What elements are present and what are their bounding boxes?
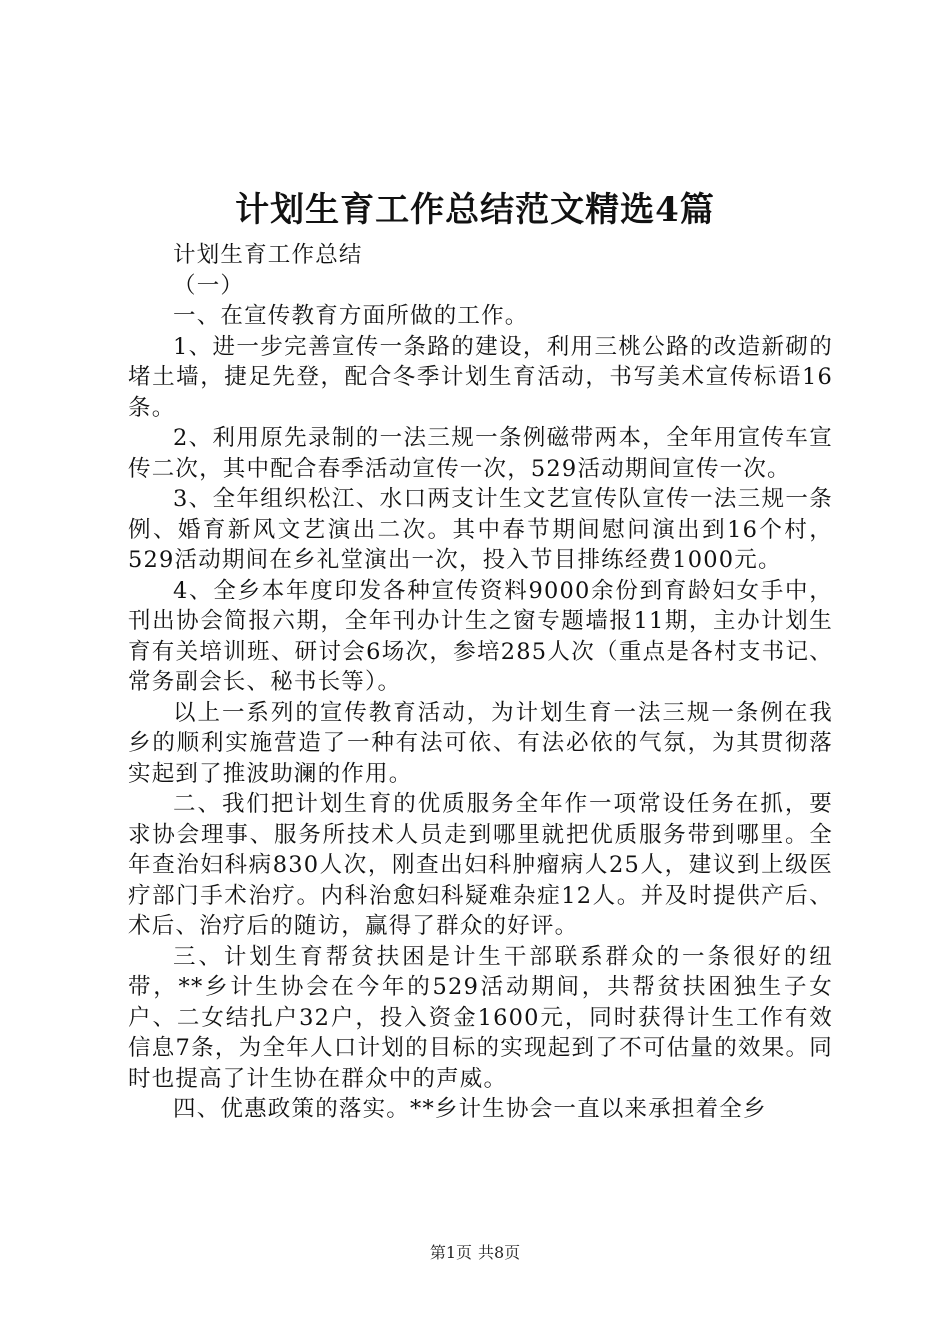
page-footer	[0, 1243, 950, 1263]
paragraph: 2、利用原先录制的一法三规一条例磁带两本，全年用宣传车宣传二次，其中配合春季活动宣传一次，529活动期间宣传一次。	[128, 425, 833, 482]
paragraph: 3、全年组织松江、水口两支计生文艺宣传队宣传一法三规一条例、婚育新风文艺演出二次。其中春节期间慰问演出到16个村，529活动期间在乡礼堂演出一次，投入节目排练经费1000元。	[128, 486, 833, 573]
document-title: 计划生育工作总结范文精选4篇	[235, 190, 715, 230]
section-number: （一）	[173, 272, 245, 299]
paragraph: 以上一系列的宣传教育活动，为计划生育一法三规一条例在我乡的顺利实施营造了一种有法可依、有法必依的气氛，为其贯彻落实起到了推波助澜的作用。	[128, 699, 833, 787]
section-heading: 计划生育工作总结	[173, 242, 363, 268]
page-number: 第1页	[429, 1243, 472, 1262]
paragraph: 三、计划生育帮贫扶困是计生干部联系群众的一条很好的纽带，**乡计生协会在今年的529活动期间，共帮贫扶困独生子女户、二女结扎户32户，投入资金1600元，同时获得计生工作有效信息7条，为全年人口计划的目标的实现起到了不可估量的效果。同时也提高了计生协在群众中的声威。	[128, 943, 833, 1092]
paragraph: 1、进一步完善宣传一条路的建设，利用三桃公路的改造新砌的堵土墙，捷足先登，配合冬季计划生育活动，书写美术宣传标语16条。	[128, 333, 833, 421]
paragraph: 二、我们把计划生育的优质服务全年作一项常设任务在抓，要求协会理事、服务所技术人员走到哪里就把优质服务带到哪里。全年查治妇科病830人次，刚查出妇科肿瘤病人25人，建议到上级医疗部门手术治疗。内科治愈妇科疑难杂症12人。并及时提供产后、术后、治疗后的随访，赢得了群众的好评。	[128, 791, 833, 939]
document-body	[128, 240, 833, 1125]
page-total: 共8页	[478, 1243, 521, 1262]
paragraph: 一、在宣传教育方面所做的工作。	[173, 303, 529, 329]
paragraph: 四、优惠政策的落实。**乡计生协会一直以来承担着全乡	[173, 1096, 767, 1122]
paragraph: 4、全乡本年度印发各种宣传资料9000余份到育龄妇女手中，刊出协会简报六期，全年刊办计生之窗专题墙报11期，主办计划生育有关培训班、研讨会6场次，参培285人次（重点是各村支书记、常务副会长、秘书长等）。	[128, 577, 833, 695]
